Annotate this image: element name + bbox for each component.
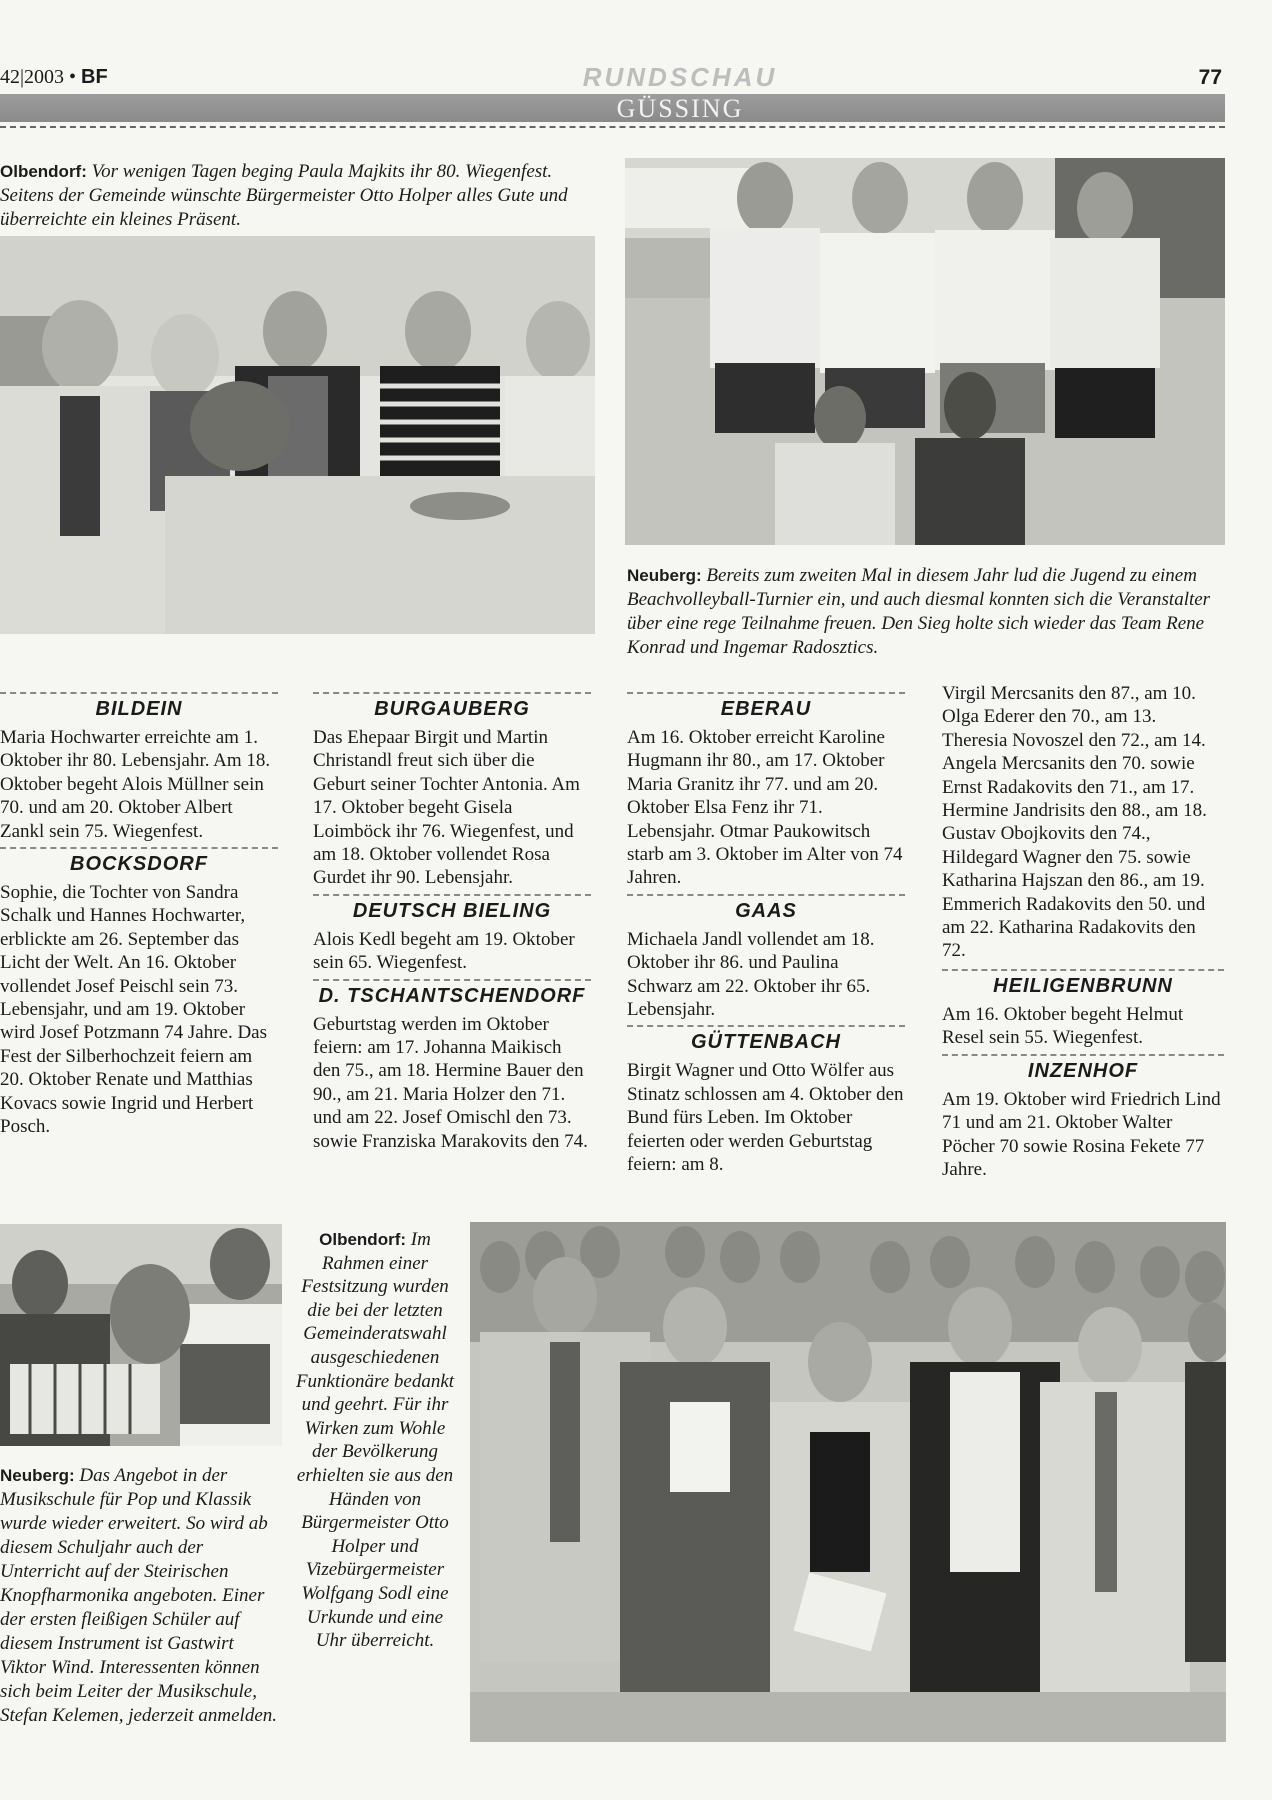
bottom-left-caption: Neuberg: Das Angebot in der Musikschule für Pop und Klassik wurde wieder erweitert. So wird ab diesem Schuljahr auch der Unterricht auf der Steirischen Knopfharmonika angeboten. Einer der ersten fleißigen Schüler auf diesem Instrument ist Gastwirt Viktor Wind. Interessenten können sich beim Leiter der Musikschule, Stefan Kelemen, jederzeit anmelden. xyxy=(0,1465,278,1726)
section-text-heiligenbrunn: Am 16. Oktober begeht Helmut Resel sein 55. Wiegenfest. xyxy=(942,1003,1184,1049)
photo-olbendorf-council-honors xyxy=(470,1222,1226,1742)
bottom-middle-caption: Olbendorf: Im Rahmen einer Festsitzung wurden die bei der letzten Gemeinderatswahl ausgeschiedenen Funktionäre bedankt und geehrt. Für ihr Wirken zum Wohle der Bevölkerung erhielten sie aus den Händen von Bürgermeister Otto Holper und Vizebürgermeister Wolfgang Sodl eine Urkunde und eine Uhr überreicht. xyxy=(295,1229,455,1652)
header-divider xyxy=(0,126,1225,128)
section-text-burgauberg: Das Ehepaar Birgit und Martin Christandl freut sich über die Geburt seiner Tochter Antonia. Am 17. Oktober begeht Gisela Loimböck ihr 76. Wiegenfest, und am 18. Oktober vollendet Rosa Gurdet ihr 90. Lebensjahr. xyxy=(313,727,580,889)
section-heading-bildein: BILDEIN xyxy=(0,692,278,726)
photo-neuberg-music-school xyxy=(0,1224,282,1446)
section-title: RUNDSCHAU xyxy=(582,62,778,92)
photo-olbendorf-birthday xyxy=(0,236,595,634)
section-heading-burgauberg: BURGAUBERG xyxy=(313,692,591,726)
page-number: 77 xyxy=(1198,66,1222,89)
region-title: GÜSSING xyxy=(616,94,744,123)
photo-neuberg-beachvolleyball xyxy=(625,158,1225,545)
section-heading-guettenbach: GÜTTENBACH xyxy=(627,1025,905,1059)
section-text-guettenbach: Birgit Wagner und Otto Wölfer aus Stinatz schlossen am 4. Oktober den Bund fürs Leben. Im Oktober feierten oder werden Geburtstag feiern: am 8. xyxy=(627,1060,904,1176)
section-text-gaas: Michaela Jandl vollendet am 18. Oktober ihr 86. und Paulina Schwarz am 22. Oktober ihr 65. Lebensjahr. xyxy=(627,928,875,1021)
section-text-bocksdorf: Sophie, die Tochter von Sandra Schalk und Hannes Hochwarter, erblickte am 26. September das Licht der Welt. An 16. Oktober vollendet Josef Peischl sein 73. Lebensjahr, und am 19. Oktober wird Josef Potzmann 74 Jahre. Das Fest der Silberhochzeit feiern am 20. Oktober Renate und Matthias Kovacs sowie Ingrid und Herbert Posch. xyxy=(0,882,268,1138)
section-text-bildein: Maria Hochwarter erreichte am 1. Oktober ihr 80. Lebensjahr. Am 18. Oktober begeht Alois Müllner sein 70. und am 20. Oktober Albert Zankl sein 75. Wiegenfest. xyxy=(0,727,271,842)
column-3 xyxy=(627,692,905,1177)
section-heading-deutsch-bieling: DEUTSCH BIELING xyxy=(313,894,591,928)
section-heading-gaas: GAAS xyxy=(627,894,905,928)
section-heading-bocksdorf: BOCKSDORF xyxy=(0,847,278,881)
column-2 xyxy=(313,692,591,1153)
section-heading-inzenhof: INZENHOF xyxy=(942,1054,1224,1088)
section-text-deutsch-bieling: Alois Kedl begeht am 19. Oktober sein 65. Wiegenfest. xyxy=(313,928,575,974)
top-right-caption: Neuberg: Bereits zum zweiten Mal in diesem Jahr lud die Jugend zu einem Beachvolleyball-Turnier ein, und auch diesmal konnten sich die Veranstalter über eine rege Teilnahme freuen. Den Sieg holte sich wieder das Team Rene Konrad und Ingemar Radosztics. xyxy=(627,565,1211,658)
section-heading-eberau: EBERAU xyxy=(627,692,905,726)
section-heading-heiligenbrunn: HEILIGENBRUNN xyxy=(942,969,1224,1003)
top-left-caption: Olbendorf: Vor wenigen Tagen beging Paula Majkits ihr 80. Wiegenfest. Seitens der Gemeinde wünschte Bürgermeister Otto Holper alles Gute und überreichte ein kleines Präsent. xyxy=(0,161,568,230)
column-4 xyxy=(942,682,1224,1181)
section-text-eberau: Am 16. Oktober erreicht Karoline Hugmann ihr 80., am 17. Oktober Maria Granitz ihr 77. und am 20. Oktober Elsa Fenz ihr 71. Lebensjahr. Otmar Paukowitsch starb am 3. Oktober im Alter von 74 Jahren. xyxy=(627,727,903,889)
section-heading-d-tschantschendorf: D. TSCHANTSCHENDORF xyxy=(313,979,591,1013)
section-text-d-tschantschendorf: Geburtstag werden im Oktober feiern: am 17. Johanna Maikisch den 75., am 18. Hermine Bauer den 90., am 21. Maria Holzer den 71. und am 22. Josef Omischl den 73. sowie Franziska Marakovits den 74. xyxy=(313,1013,588,1152)
column-1 xyxy=(0,692,278,1139)
section-text-inzenhof: Am 19. Oktober wird Friedrich Lind 71 und am 21. Oktober Walter Pöcher 70 sowie Rosina Fekete 77 Jahre. xyxy=(942,1088,1221,1180)
section-text-guettenbach-continued: Virgil Mercsanits den 87., am 10. Olga Ederer den 70., am 13. Theresia Novoszel den 72., am 14. Angela Mercsanits den 70. sowie Ernst Radakovits den 71., am 17. Hermine Jandrisits den 88., am 18. Gustav Obojkovits den 74., Hildegard Wagner den 75. sowie Katharina Hajszan den 86., am 19. Emmerich Radakovits den 50. und am 22. Katharina Radakovits den 72. xyxy=(942,683,1207,962)
issue-label: 42|2003 • BF xyxy=(0,66,108,88)
